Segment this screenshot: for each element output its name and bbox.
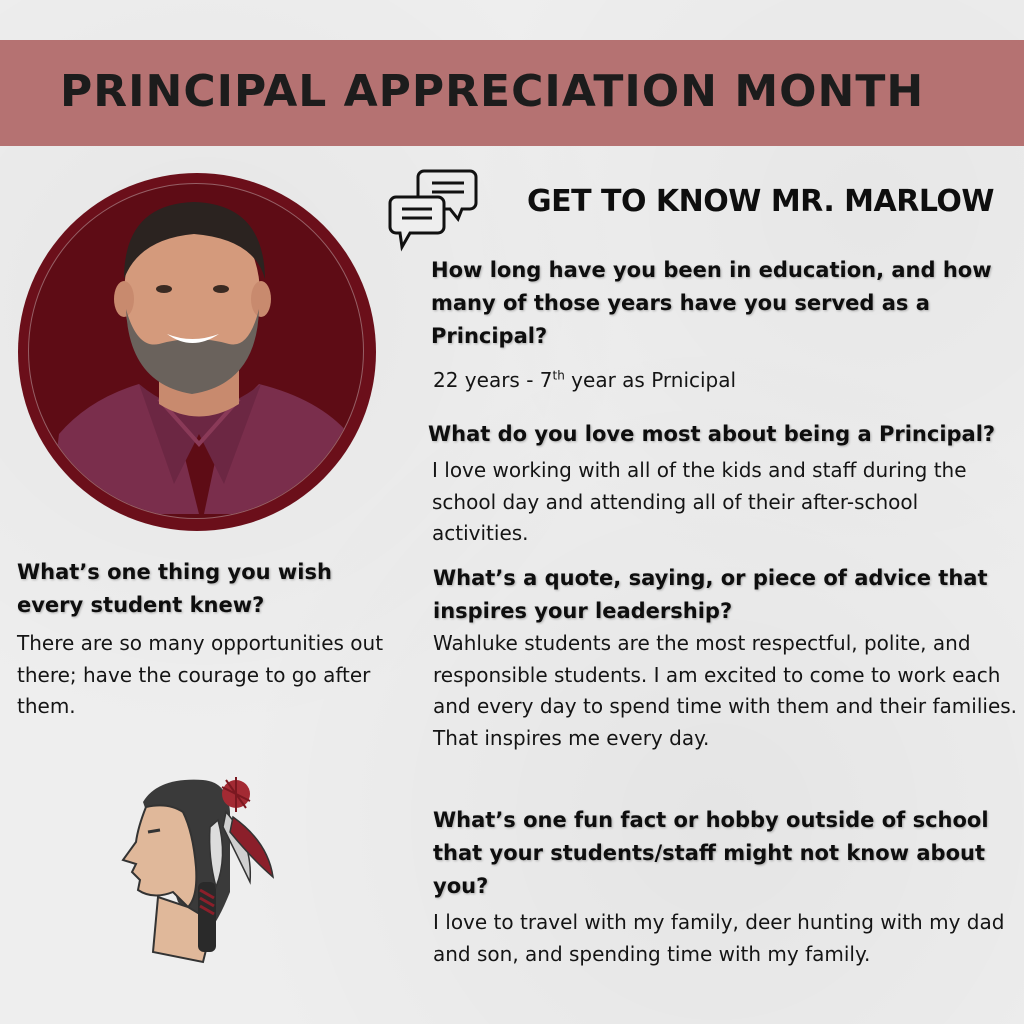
chat-bubbles-icon — [388, 165, 480, 253]
question-inspiring-quote: What’s a quote, saying, or piece of advice that inspires your leadership? — [433, 566, 988, 623]
answer-fun-fact: I love to travel with my family, deer hunting with my dad and son, and spending time with my family. — [433, 910, 1005, 966]
answer-education-years: 22 years - 7th year as Prnicipal — [433, 368, 737, 392]
answer-inspiring-quote: Wahluke students are the most respectful, polite, and responsible students. I am excited to come to work each and every day to spend time with them and their families. That inspires me every day. — [433, 631, 1018, 750]
question-love-most: What do you love most about being a Principal? — [428, 422, 996, 446]
principal-photo — [28, 183, 364, 519]
answer-love-most: I love working with all of the kids and staff during the school day and attending all of their after-school activities. — [432, 458, 967, 545]
answer-wish-students-knew: There are so many opportunities out there; have the courage to go after them. — [17, 631, 384, 718]
page-title: PRINCIPAL APPRECIATION MONTH — [60, 66, 925, 117]
question-education-years: How long have you been in education, and how many of those years have you served as a Principal? — [431, 258, 992, 348]
principal-photo-frame — [18, 173, 376, 531]
mascot-logo-icon — [118, 772, 278, 967]
question-fun-fact: What’s one fun fact or hobby outside of school that your students/staff might not know about you? — [433, 808, 989, 898]
question-wish-students-knew: What’s one thing you wish every student knew? — [17, 560, 332, 617]
section-heading: GET TO KNOW MR. MARLOW — [527, 184, 994, 219]
